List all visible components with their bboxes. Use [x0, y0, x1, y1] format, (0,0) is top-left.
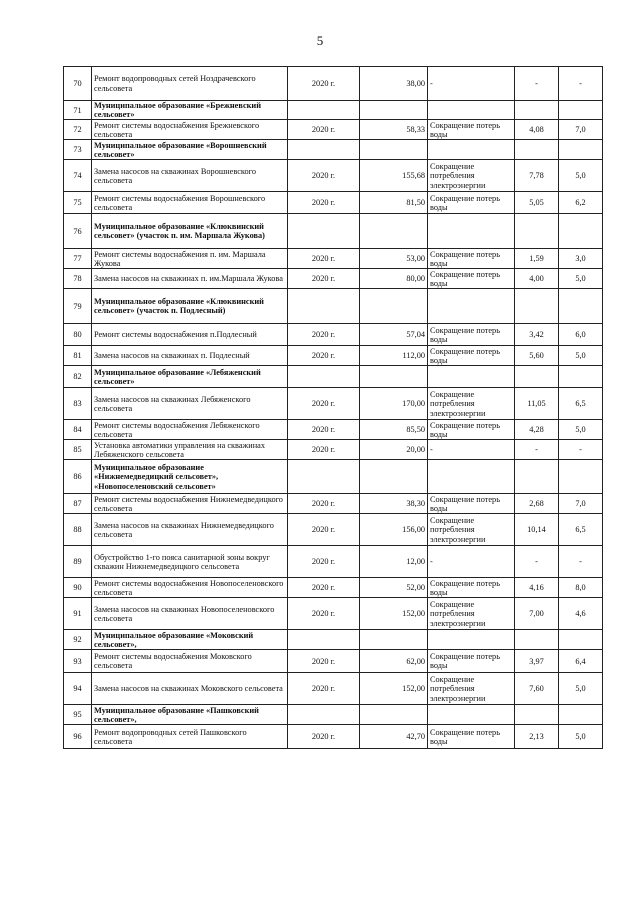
table-row — [64, 192, 603, 214]
effect-cell: Сокращение потерь воды — [428, 725, 515, 749]
effect-cell — [428, 366, 515, 388]
year-cell: 2020 г. — [288, 440, 360, 460]
effect-cell: Сокращение потерь воды — [428, 650, 515, 673]
value1-cell: 5,05 — [515, 192, 559, 214]
measure-name: Замена насосов на скважинах п. им.Маршала Жукова — [92, 269, 288, 289]
value1-cell — [515, 289, 559, 324]
measure-name: Ремонт водопроводных сетей Ноздрачевского сельсовета — [92, 67, 288, 101]
value2-cell: 8,0 — [559, 578, 603, 598]
effect-cell: - — [428, 67, 515, 101]
measure-name: Муниципальное образование «Брежневский сельсовет» — [92, 101, 288, 120]
amount-cell: 85,50 — [360, 420, 428, 440]
value1-cell: 7,78 — [515, 160, 559, 192]
measure-name: Ремонт системы водоснабжения п. им. Маршала Жукова — [92, 249, 288, 269]
measure-name: Муниципальное образование «Клюквинский сельсовет» (участок п. им. Маршала Жукова) — [92, 214, 288, 249]
row-number: 82 — [64, 366, 92, 388]
table-row — [64, 160, 603, 192]
measure-name: Ремонт водопроводных сетей Пашковского сельсовета — [92, 725, 288, 749]
measure-name: Ремонт системы водоснабжения Ворошневского сельсовета — [92, 192, 288, 214]
table-row — [64, 578, 603, 598]
table-row — [64, 546, 603, 578]
row-number: 96 — [64, 725, 92, 749]
value1-cell: - — [515, 67, 559, 101]
year-cell: 2020 г. — [288, 67, 360, 101]
value2-cell: 6,0 — [559, 324, 603, 346]
value1-cell: 11,05 — [515, 388, 559, 420]
row-number: 71 — [64, 101, 92, 120]
effect-cell: Сокращение потерь воды — [428, 269, 515, 289]
value1-cell — [515, 214, 559, 249]
value2-cell — [559, 460, 603, 494]
year-cell: 2020 г. — [288, 420, 360, 440]
effect-cell — [428, 214, 515, 249]
row-number: 83 — [64, 388, 92, 420]
value1-cell: 10,14 — [515, 514, 559, 546]
table-row — [64, 366, 603, 388]
table-row — [64, 705, 603, 725]
row-number: 91 — [64, 598, 92, 630]
table-row — [64, 249, 603, 269]
year-cell: 2020 г. — [288, 160, 360, 192]
value2-cell — [559, 705, 603, 725]
table-row — [64, 650, 603, 673]
table-row — [64, 67, 603, 101]
value1-cell: 4,28 — [515, 420, 559, 440]
value1-cell: - — [515, 440, 559, 460]
year-cell: 2020 г. — [288, 388, 360, 420]
amount-cell: 112,00 — [360, 346, 428, 366]
row-number: 70 — [64, 67, 92, 101]
amount-cell: 62,00 — [360, 650, 428, 673]
measure-name: Муниципальное образование «Клюквинский сельсовет» (участок п. Подлесный) — [92, 289, 288, 324]
effect-cell: Сокращение потребления электроэнергии — [428, 598, 515, 630]
row-number: 93 — [64, 650, 92, 673]
year-cell: 2020 г. — [288, 269, 360, 289]
amount-cell — [360, 460, 428, 494]
value2-cell: 4,6 — [559, 598, 603, 630]
table-row — [64, 598, 603, 630]
row-number: 88 — [64, 514, 92, 546]
value1-cell: 3,42 — [515, 324, 559, 346]
value2-cell: - — [559, 67, 603, 101]
year-cell — [288, 460, 360, 494]
value2-cell: 6,5 — [559, 388, 603, 420]
value2-cell: 5,0 — [559, 420, 603, 440]
year-cell: 2020 г. — [288, 514, 360, 546]
effect-cell: Сокращение потерь воды — [428, 192, 515, 214]
table-row — [64, 514, 603, 546]
row-number: 75 — [64, 192, 92, 214]
measure-name: Ремонт системы водоснабжения п.Подлесный — [92, 324, 288, 346]
row-number: 78 — [64, 269, 92, 289]
amount-cell: 42,70 — [360, 725, 428, 749]
value1-cell: 1,59 — [515, 249, 559, 269]
table-row — [64, 673, 603, 705]
table-body — [64, 67, 603, 749]
table-row — [64, 120, 603, 140]
year-cell: 2020 г. — [288, 546, 360, 578]
value1-cell: 7,60 — [515, 673, 559, 705]
value2-cell: 7,0 — [559, 120, 603, 140]
amount-cell: 155,68 — [360, 160, 428, 192]
value2-cell: 3,0 — [559, 249, 603, 269]
value2-cell: 5,0 — [559, 160, 603, 192]
year-cell — [288, 214, 360, 249]
year-cell: 2020 г. — [288, 494, 360, 514]
amount-cell: 57,04 — [360, 324, 428, 346]
effect-cell: Сокращение потерь воды — [428, 578, 515, 598]
value2-cell: 6,5 — [559, 514, 603, 546]
year-cell: 2020 г. — [288, 598, 360, 630]
value2-cell — [559, 214, 603, 249]
table-row — [64, 460, 603, 494]
effect-cell: - — [428, 546, 515, 578]
value2-cell: 5,0 — [559, 673, 603, 705]
value1-cell: 2,68 — [515, 494, 559, 514]
table-row — [64, 725, 603, 749]
amount-cell: 20,00 — [360, 440, 428, 460]
measure-name: Установка автоматики управления на скважинах Лебяженского сельсовета — [92, 440, 288, 460]
value1-cell: 2,13 — [515, 725, 559, 749]
row-number: 74 — [64, 160, 92, 192]
row-number: 81 — [64, 346, 92, 366]
measure-name: Ремонт системы водоснабжения Нижнемедведицкого сельсовета — [92, 494, 288, 514]
amount-cell: 12,00 — [360, 546, 428, 578]
amount-cell: 52,00 — [360, 578, 428, 598]
row-number: 84 — [64, 420, 92, 440]
year-cell — [288, 101, 360, 120]
year-cell: 2020 г. — [288, 673, 360, 705]
table-row — [64, 630, 603, 650]
row-number: 76 — [64, 214, 92, 249]
value1-cell — [515, 366, 559, 388]
page-number: 5 — [316, 33, 324, 48]
measure-name: Замена насосов на скважинах п. Подлесный — [92, 346, 288, 366]
effect-cell: Сокращение потерь воды — [428, 324, 515, 346]
table-row — [64, 101, 603, 120]
effect-cell: Сокращение потребления электроэнергии — [428, 388, 515, 420]
value1-cell: 5,60 — [515, 346, 559, 366]
measure-name: Ремонт системы водоснабжения Моковского сельсовета — [92, 650, 288, 673]
table-row — [64, 494, 603, 514]
amount-cell — [360, 101, 428, 120]
effect-cell: - — [428, 440, 515, 460]
amount-cell: 152,00 — [360, 598, 428, 630]
row-number: 94 — [64, 673, 92, 705]
year-cell: 2020 г. — [288, 725, 360, 749]
row-number: 72 — [64, 120, 92, 140]
year-cell: 2020 г. — [288, 249, 360, 269]
value1-cell — [515, 630, 559, 650]
effect-cell: Сокращение потерь воды — [428, 120, 515, 140]
value2-cell: 7,0 — [559, 494, 603, 514]
year-cell: 2020 г. — [288, 650, 360, 673]
effect-cell: Сокращение потребления электроэнергии — [428, 673, 515, 705]
row-number: 89 — [64, 546, 92, 578]
year-cell: 2020 г. — [288, 578, 360, 598]
table-row — [64, 420, 603, 440]
measure-name: Обустройство 1-го пояса санитарной зоны вокруг скважин Нижнемедведицкого сельсовета — [92, 546, 288, 578]
table-row — [64, 388, 603, 420]
effect-cell — [428, 289, 515, 324]
measure-name: Замена насосов на скважинах Нижнемедведицкого сельсовета — [92, 514, 288, 546]
table-row — [64, 289, 603, 324]
measure-name: Ремонт системы водоснабжения Лебяженского сельсовета — [92, 420, 288, 440]
value1-cell: 3,97 — [515, 650, 559, 673]
amount-cell: 156,00 — [360, 514, 428, 546]
effect-cell: Сокращение потерь воды — [428, 249, 515, 269]
measure-name: Муниципальное образование «Моковский сельсовет», — [92, 630, 288, 650]
value1-cell — [515, 140, 559, 160]
row-number: 73 — [64, 140, 92, 160]
value1-cell: 4,00 — [515, 269, 559, 289]
measures-table — [63, 66, 603, 749]
amount-cell — [360, 289, 428, 324]
measure-name: Муниципальное образование «Нижнемедведицкий сельсовет», «Новопоселеновский сельсовет» — [92, 460, 288, 494]
amount-cell — [360, 214, 428, 249]
effect-cell — [428, 630, 515, 650]
row-number: 87 — [64, 494, 92, 514]
row-number: 86 — [64, 460, 92, 494]
amount-cell: 170,00 — [360, 388, 428, 420]
amount-cell — [360, 366, 428, 388]
value1-cell: 4,08 — [515, 120, 559, 140]
year-cell — [288, 366, 360, 388]
row-number: 79 — [64, 289, 92, 324]
row-number: 95 — [64, 705, 92, 725]
value1-cell — [515, 705, 559, 725]
year-cell — [288, 630, 360, 650]
effect-cell — [428, 460, 515, 494]
measure-name: Ремонт системы водоснабжения Новопоселеновского сельсовета — [92, 578, 288, 598]
value2-cell: 6,2 — [559, 192, 603, 214]
amount-cell: 81,50 — [360, 192, 428, 214]
amount-cell: 53,00 — [360, 249, 428, 269]
effect-cell: Сокращение потерь воды — [428, 346, 515, 366]
measure-name: Ремонт системы водоснабжения Брежневского сельсовета — [92, 120, 288, 140]
effect-cell — [428, 140, 515, 160]
measure-name: Замена насосов на скважинах Новопоселеновского сельсовета — [92, 598, 288, 630]
amount-cell: 38,00 — [360, 67, 428, 101]
value1-cell — [515, 460, 559, 494]
amount-cell: 152,00 — [360, 673, 428, 705]
value2-cell — [559, 289, 603, 324]
value2-cell: - — [559, 546, 603, 578]
row-number: 77 — [64, 249, 92, 269]
table-row — [64, 324, 603, 346]
row-number: 85 — [64, 440, 92, 460]
value2-cell: - — [559, 440, 603, 460]
measure-name: Муниципальное образование «Пашковский сельсовет», — [92, 705, 288, 725]
year-cell: 2020 г. — [288, 192, 360, 214]
value2-cell — [559, 366, 603, 388]
amount-cell — [360, 140, 428, 160]
value2-cell: 6,4 — [559, 650, 603, 673]
amount-cell: 38,30 — [360, 494, 428, 514]
amount-cell: 58,33 — [360, 120, 428, 140]
value1-cell: 7,00 — [515, 598, 559, 630]
table-row — [64, 440, 603, 460]
row-number: 92 — [64, 630, 92, 650]
row-number: 80 — [64, 324, 92, 346]
year-cell — [288, 289, 360, 324]
effect-cell — [428, 705, 515, 725]
year-cell: 2020 г. — [288, 324, 360, 346]
value2-cell — [559, 101, 603, 120]
amount-cell: 80,00 — [360, 269, 428, 289]
value1-cell: 4,16 — [515, 578, 559, 598]
value1-cell — [515, 101, 559, 120]
year-cell — [288, 140, 360, 160]
value2-cell — [559, 140, 603, 160]
effect-cell: Сокращение потерь воды — [428, 420, 515, 440]
value2-cell: 5,0 — [559, 725, 603, 749]
year-cell: 2020 г. — [288, 346, 360, 366]
amount-cell — [360, 630, 428, 650]
measure-name: Замена насосов на скважинах Лебяженского сельсовета — [92, 388, 288, 420]
value2-cell — [559, 630, 603, 650]
row-number: 90 — [64, 578, 92, 598]
value1-cell: - — [515, 546, 559, 578]
table-row — [64, 140, 603, 160]
measure-name: Муниципальное образование «Ворошневский сельсовет» — [92, 140, 288, 160]
year-cell — [288, 705, 360, 725]
measure-name: Муниципальное образование «Лебяженский сельсовет» — [92, 366, 288, 388]
value2-cell: 5,0 — [559, 269, 603, 289]
effect-cell: Сокращение потерь воды — [428, 494, 515, 514]
table-row — [64, 346, 603, 366]
year-cell: 2020 г. — [288, 120, 360, 140]
table-row — [64, 269, 603, 289]
amount-cell — [360, 705, 428, 725]
measure-name: Замена насосов на скважинах Моковского сельсовета — [92, 673, 288, 705]
effect-cell — [428, 101, 515, 120]
value2-cell: 5,0 — [559, 346, 603, 366]
measure-name: Замена насосов на скважинах Ворошневского сельсовета — [92, 160, 288, 192]
effect-cell: Сокращение потребления электроэнергии — [428, 514, 515, 546]
effect-cell: Сокращение потребления электроэнергии — [428, 160, 515, 192]
table-row — [64, 214, 603, 249]
